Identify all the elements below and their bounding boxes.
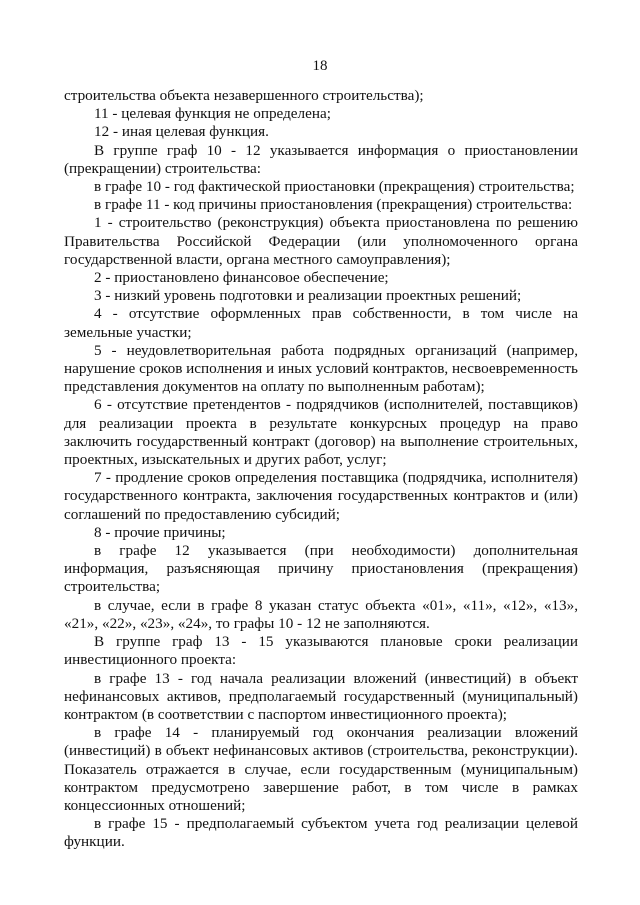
- paragraph: 3 - низкий уровень подготовки и реализации проектных решений;: [94, 287, 522, 305]
- paragraph: строительства объекта незавершенного строительства);: [64, 87, 424, 104]
- paragraph: 8 - прочие причины;: [94, 523, 226, 541]
- paragraph: в графе 11 - код причины приостановления (прекращения) строительства:: [94, 196, 573, 214]
- paragraph: в случае, если в графе 8 указан статус объекта «01», «11», «12», «13», «21», «22», «23», «24», то графы 10 - 12 не заполняются.: [64, 596, 578, 632]
- page-number: 18: [312, 58, 328, 74]
- paragraph: В группе граф 10 - 12 указывается информация о приостановлении (прекращении) строительства:: [64, 141, 578, 177]
- paragraph: 2 - приостановлено финансовое обеспечение;: [94, 269, 389, 287]
- paragraph: 11 - целевая функция не определена;: [94, 105, 331, 123]
- paragraph: 12 - иная целевая функция.: [94, 123, 269, 141]
- paragraph: 5 - неудовлетворительная работа подрядных организаций (например, нарушение сроков исполнения и иных условий контрактов, несвоевременность представления документов на оплату по выполненным работам);: [64, 341, 578, 396]
- paragraph: в графе 14 - планируемый год окончания реализации вложений (инвестиций) в объект нефинансовых активов (строительства, реконструкции). Показатель отражается в случае, если государственным (муниципальным) контрактом предусмотрено завершение работ, в том числе в рамках концессионных отношений;: [64, 724, 578, 814]
- paragraph: В группе граф 13 - 15 указываются плановые сроки реализации инвестиционного проекта:: [64, 633, 578, 669]
- paragraph: в графе 10 - год фактической приостановки (прекращения) строительства;: [94, 178, 575, 196]
- paragraph: в графе 15 - предполагаемый субъектом учета год реализации целевой функции.: [64, 815, 578, 851]
- paragraph: 6 - отсутствие претендентов - подрядчиков (исполнителей, поставщиков) для реализации проекта в результате конкурсных процедур на право заключить государственный контракт (договор) на выполнение строительных, проектных, изыскательных и других работ, услуг;: [64, 396, 578, 469]
- document-body: [64, 87, 578, 852]
- paragraph: в графе 12 указывается (при необходимости) дополнительная информация, разъясняющая причину приостановления (прекращения) строительства;: [64, 542, 578, 596]
- paragraph: 7 - продление сроков определения поставщика (подрядчика, исполнителя) государственного контракта, заключения государственных контрактов и (или) соглашений по предоставлению субсидий;: [64, 469, 578, 523]
- paragraph: в графе 13 - год начала реализации вложений (инвестиций) в объект нефинансовых активов, предполагаемый государственный (муниципальный) контрактом (в соответствии с паспортом инвестиционного проекта);: [64, 669, 578, 723]
- paragraph: 4 - отсутствие оформленных прав собственности, в том числе на земельные участки;: [64, 305, 578, 341]
- paragraph: 1 - строительство (реконструкция) объекта приостановлена по решению Правительства Российской Федерации (или уполномоченного органа государственной власти, органа местного самоуправления);: [64, 214, 578, 268]
